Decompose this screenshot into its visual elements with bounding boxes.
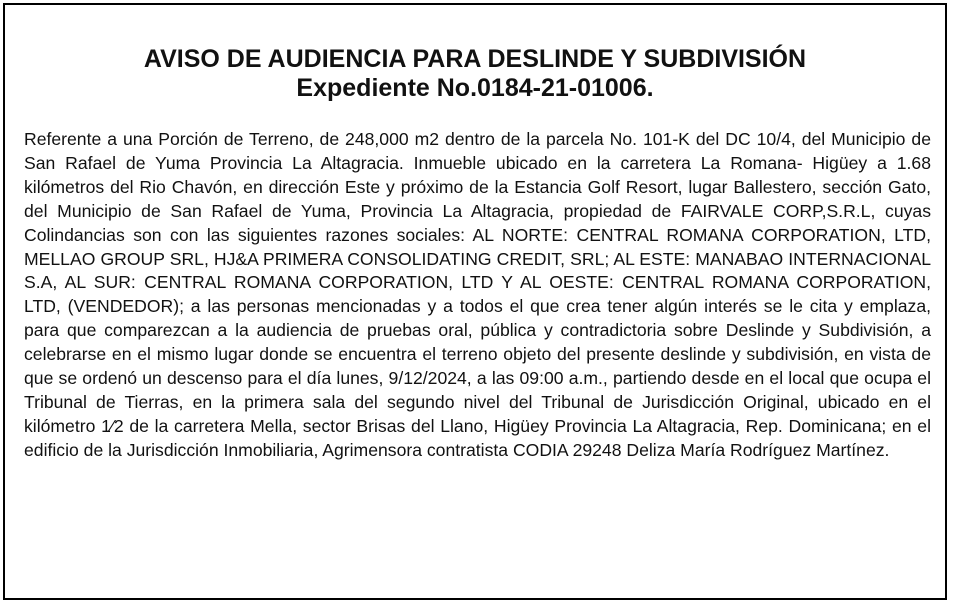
notice-body: Referente a una Porción de Terreno, de 248,000 m2 dentro de la parcela No. 101-K del DC 10/4, del Municipio de San Rafael de Yuma Provincia La Altagracia. Inmueble ubicado en la carretera La Romana- Higüey a 1.68 kilómetros del Rio Chavón, en dirección Este y próximo de la Estancia Golf Resort, lugar Ballestero, sección Gato, del Municipio de San Rafael de Yuma, Provincia La Altagracia, propiedad de FAIRVALE CORP,S.R.L, cuyas Colindancias son con las siguientes razones sociales: AL NORTE: CENTRAL ROMANA CORPORATION, LTD, MELLAO GROUP SRL, HJ&A PRIMERA CONSOLIDATING CREDIT, SRL; AL ESTE: MANABAO INTERNACIONAL S.A, AL SUR: CENTRAL ROMANA CORPORATION, LTD Y AL OESTE: CENTRAL ROMANA CORPORATION, LTD, (VENDEDOR); a las personas mencionadas y a todos el que crea tener algún interés se le cita y emplaza, para que comparezcan a la audiencia de pruebas oral, pública y contradictoria sobre Deslinde y Subdivisión, a celebrarse en el mismo lugar donde se encuentra el terreno objeto del presente deslinde y subdivisión, en vista de que se ordenó un descenso para el día lunes, 9/12/2024, a las 09:00 a.m., partiendo desde en el local que ocupa el Tribunal de Tierras, en la primera sala del segundo nivel del Tribunal de Jurisdicción Original, ubicado en el kilómetro 1⁄2 de la carretera Mella, sector Brisas del Llano, Higüey Provincia La Altagracia, Rep. Dominicana; en el edificio de la Jurisdicción Inmobiliaria, Agrimensora contratista CODIA 29248 Deliza María Rodríguez Martínez. (24, 129, 931, 460)
file-number: Expediente No.0184-21-01006. (296, 74, 654, 102)
notice-frame (3, 3, 947, 600)
notice-title: AVISO DE AUDIENCIA PARA DESLINDE Y SUBDIVISIÓN (143, 45, 807, 73)
notice-heading (5, 45, 945, 103)
